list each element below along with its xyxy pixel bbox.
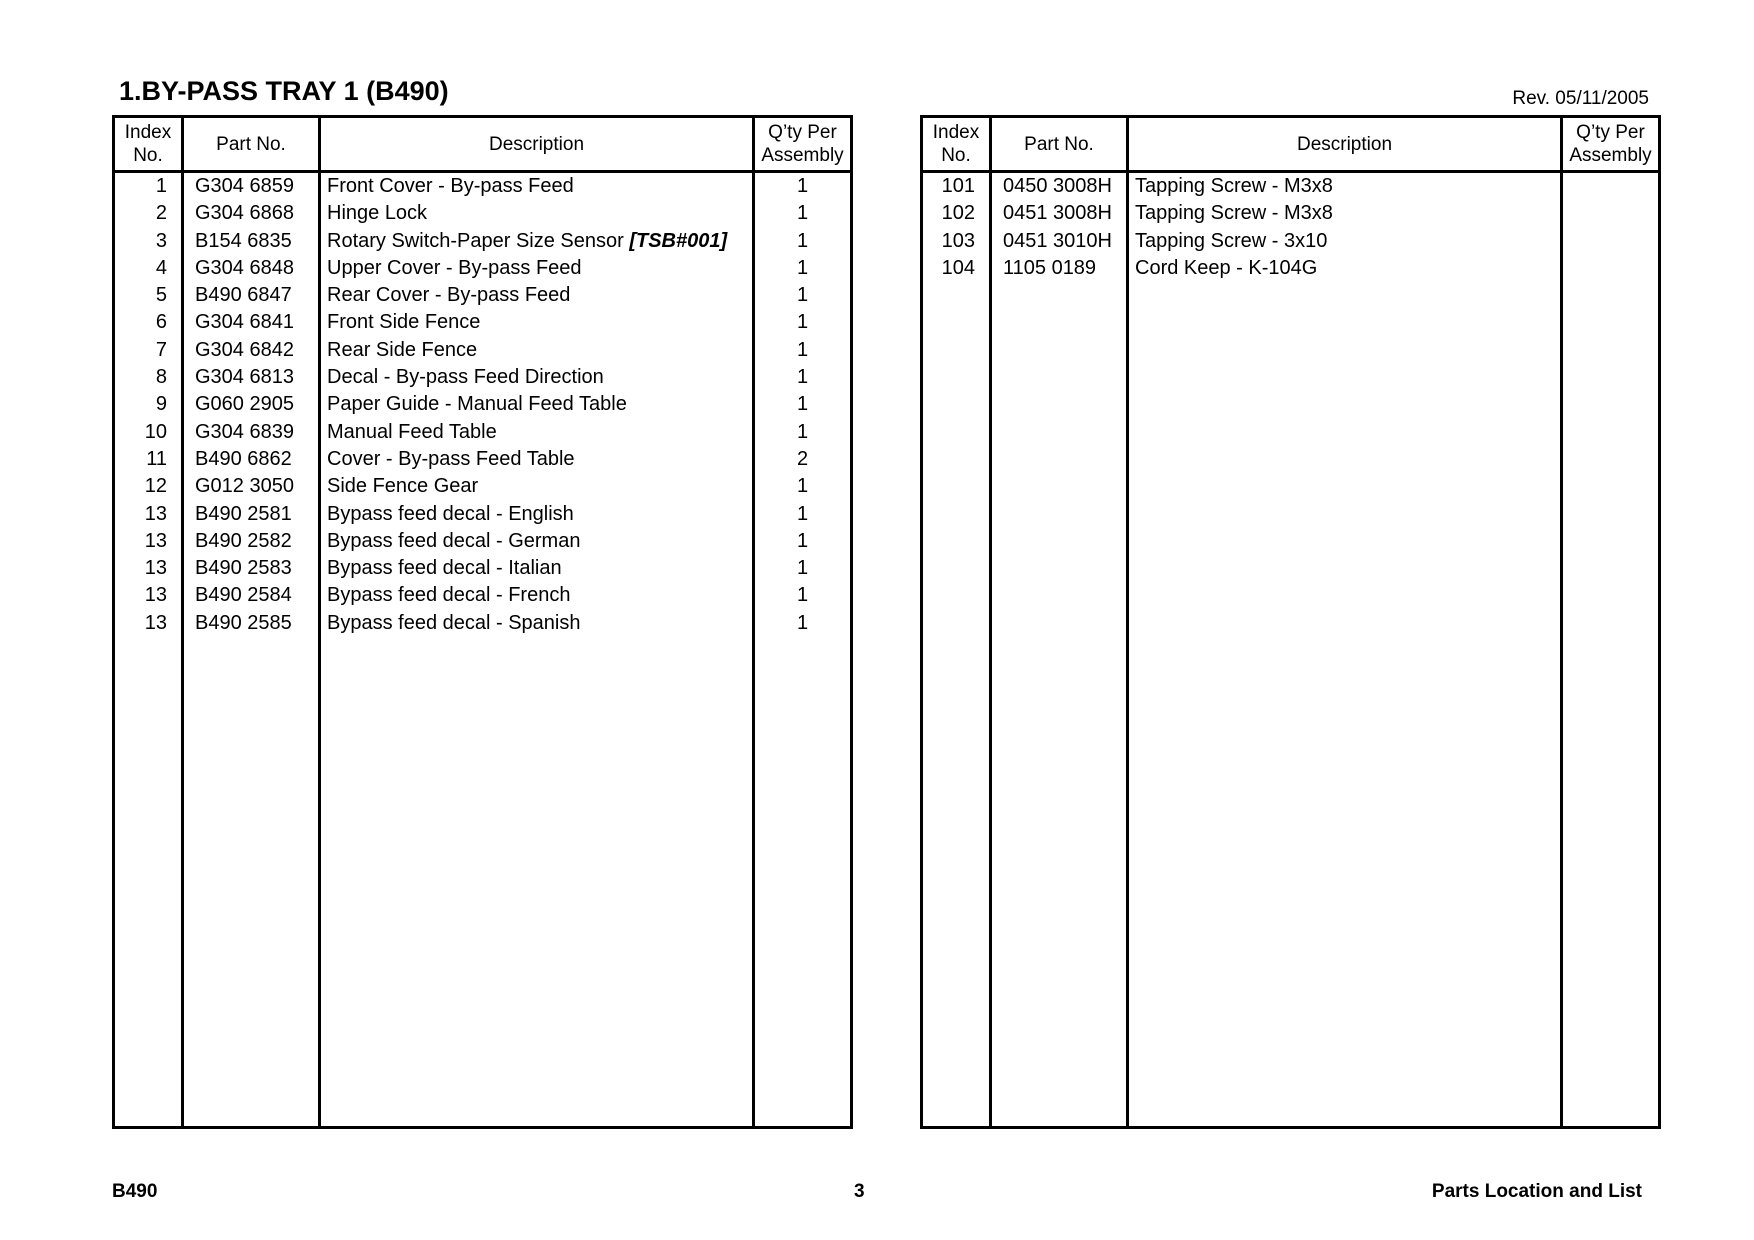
cell-part-no: B154 6835 (195, 229, 292, 252)
cell-part-no: G304 6841 (195, 311, 294, 334)
cell-qty: 1 (796, 475, 809, 498)
cell-qty: 1 (796, 420, 809, 443)
cell-index: 13 (144, 584, 167, 607)
cell-description (327, 582, 751, 609)
header-description: Description (488, 133, 585, 155)
cell-index: 103 (941, 229, 975, 252)
page-title: 1.BY-PASS TRAY 1 (B490) (119, 76, 449, 106)
cell-qty (1563, 173, 1658, 200)
cell-qty: 1 (796, 229, 809, 252)
cell-part-no: B490 2582 (195, 529, 292, 552)
description-text: Bypass feed decal - Italian (327, 557, 562, 580)
header-index: Index No. (124, 122, 172, 166)
footer-section: Parts Location and List (1431, 1181, 1642, 1202)
table-body (115, 173, 850, 637)
cell-qty: 2 (796, 447, 809, 470)
cell-part-no: G304 6848 (195, 256, 294, 279)
cell-description (327, 501, 751, 528)
header-index: Index No. (932, 122, 980, 166)
cell-qty: 1 (796, 311, 809, 334)
description-text: Tapping Screw - M3x8 (1135, 202, 1333, 225)
cell-qty: 1 (796, 529, 809, 552)
cell-description (327, 255, 751, 282)
description-text: Rear Side Fence (327, 338, 478, 361)
table-row (115, 391, 850, 418)
table-row (923, 255, 1658, 282)
cell-description (327, 364, 751, 391)
cell-qty: 1 (796, 611, 809, 634)
cell-index: 4 (155, 256, 167, 279)
table-row (115, 528, 850, 555)
footer-page-number: 3 (854, 1181, 865, 1202)
cell-part-no: 0451 3010H (1003, 229, 1112, 252)
cell-index: 6 (155, 311, 167, 334)
table-row (115, 173, 850, 200)
cell-qty: 1 (796, 393, 809, 416)
description-text: Rotary Switch-Paper Size Sensor (327, 229, 630, 252)
cell-part-no: B490 2583 (195, 557, 292, 580)
cell-description (1135, 200, 1559, 227)
description-text: Front Side Fence (327, 311, 481, 334)
cell-description (1135, 173, 1559, 200)
cell-index: 102 (941, 202, 975, 225)
cell-qty: 1 (796, 202, 809, 225)
cell-part-no: G060 2905 (195, 393, 294, 416)
table-row (115, 446, 850, 473)
cell-index: 10 (144, 420, 167, 443)
description-text: Decal - By-pass Feed Direction (327, 366, 604, 389)
parts-table-left (112, 115, 853, 1129)
cell-index: 5 (155, 284, 167, 307)
table-row (115, 200, 850, 227)
cell-part-no: 1105 0189 (1003, 256, 1097, 279)
cell-description (327, 419, 751, 446)
cell-description (327, 473, 751, 500)
cell-part-no: G304 6842 (195, 338, 294, 361)
description-text: Paper Guide - Manual Feed Table (327, 393, 627, 416)
cell-part-no: G304 6859 (195, 175, 294, 197)
description-text: Rear Cover - By-pass Feed (327, 284, 571, 307)
cell-qty: 1 (796, 557, 809, 580)
table-row (115, 309, 850, 336)
table-row (115, 419, 850, 446)
cell-description (327, 282, 751, 309)
description-text: Tapping Screw - 3x10 (1135, 229, 1328, 252)
cell-index: 2 (155, 202, 167, 225)
cell-part-no: G304 6813 (195, 366, 294, 389)
cell-index: 12 (144, 475, 167, 498)
cell-index: 11 (146, 447, 167, 470)
table-row (115, 610, 850, 637)
table-row (115, 337, 850, 364)
table-row (923, 228, 1658, 255)
description-text: Cover - By-pass Feed Table (327, 447, 575, 470)
cell-index: 104 (941, 256, 975, 279)
description-text: Bypass feed decal - English (327, 502, 574, 525)
description-text: Bypass feed decal - Spanish (327, 611, 581, 634)
cell-description (327, 309, 751, 336)
table-row (115, 282, 850, 309)
cell-description (1135, 228, 1559, 255)
description-text: Hinge Lock (327, 202, 428, 225)
cell-qty: 1 (796, 256, 809, 279)
table-body (923, 173, 1658, 282)
cell-description (327, 228, 751, 255)
table-row (115, 555, 850, 582)
footer-model: B490 (112, 1181, 158, 1202)
description-text: Tapping Screw - M3x8 (1135, 175, 1333, 197)
table-row (923, 200, 1658, 227)
cell-qty (1563, 255, 1658, 282)
table-row (115, 473, 850, 500)
cell-part-no: 0450 3008H (1003, 175, 1112, 197)
parts-table-right (920, 115, 1661, 1129)
cell-part-no: B490 2584 (195, 584, 292, 607)
cell-index: 13 (144, 502, 167, 525)
cell-description (327, 337, 751, 364)
cell-qty: 1 (796, 366, 809, 389)
cell-description (327, 528, 751, 555)
cell-description (327, 391, 751, 418)
cell-description (327, 173, 751, 200)
cell-qty (1563, 200, 1658, 227)
cell-part-no: G304 6868 (195, 202, 294, 225)
header-part-no: Part No. (1024, 133, 1094, 155)
cell-qty: 1 (796, 175, 809, 197)
table-row (923, 173, 1658, 200)
table-row (115, 501, 850, 528)
cell-qty: 1 (796, 338, 809, 361)
description-text: Upper Cover - By-pass Feed (327, 256, 582, 279)
revision-date: Rev. 05/11/2005 (1512, 88, 1649, 109)
description-text: Bypass feed decal - French (327, 584, 571, 607)
cell-qty (1563, 228, 1658, 255)
cell-index: 1 (155, 175, 167, 197)
cell-index: 13 (144, 611, 167, 634)
table-row (115, 364, 850, 391)
cell-qty: 1 (796, 584, 809, 607)
cell-index: 3 (155, 229, 167, 252)
cell-index: 8 (155, 366, 167, 389)
description-text: Manual Feed Table (327, 420, 497, 443)
table-row (115, 582, 850, 609)
cell-index: 13 (144, 529, 167, 552)
description-text: Front Cover - By-pass Feed (327, 175, 574, 197)
cell-part-no: 0451 3008H (1003, 202, 1112, 225)
description-text: Side Fence Gear (327, 475, 479, 498)
header-description: Description (1296, 133, 1393, 155)
table-row (115, 255, 850, 282)
cell-description (327, 200, 751, 227)
cell-qty: 1 (796, 284, 809, 307)
description-text: Bypass feed decal - German (327, 529, 581, 552)
cell-index: 9 (155, 393, 167, 416)
cell-part-no: G012 3050 (195, 475, 294, 498)
cell-part-no: B490 6862 (195, 447, 292, 470)
tsb-reference: [TSB#001] (629, 229, 728, 252)
header-qty: Q’ty Per Assembly (761, 122, 844, 166)
cell-index: 13 (144, 557, 167, 580)
header-part-no: Part No. (216, 133, 286, 155)
cell-index: 101 (941, 175, 975, 197)
cell-qty: 1 (796, 502, 809, 525)
header-qty: Q’ty Per Assembly (1569, 122, 1652, 166)
cell-description (1135, 255, 1559, 282)
cell-description (327, 610, 751, 637)
cell-index: 7 (155, 338, 167, 361)
cell-description (327, 555, 751, 582)
cell-part-no: B490 2581 (195, 502, 292, 525)
description-text: Cord Keep - K-104G (1135, 256, 1318, 279)
cell-description (327, 446, 751, 473)
cell-part-no: G304 6839 (195, 420, 294, 443)
cell-part-no: B490 6847 (195, 284, 292, 307)
table-row (115, 228, 850, 255)
cell-part-no: B490 2585 (195, 611, 292, 634)
